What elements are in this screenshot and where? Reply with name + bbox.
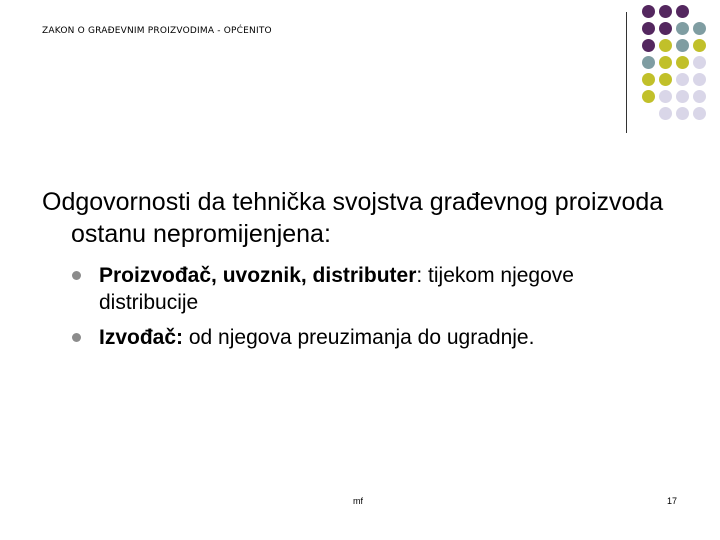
decorative-dot-grid xyxy=(0,0,720,120)
footer-author: mf xyxy=(353,496,363,506)
decorative-dot xyxy=(642,73,655,86)
decorative-dot xyxy=(642,5,655,18)
decorative-dot xyxy=(659,22,672,35)
bullet-item xyxy=(72,262,672,316)
decorative-dot xyxy=(659,107,672,120)
decorative-dot xyxy=(676,90,689,103)
decorative-dot xyxy=(693,107,706,120)
decorative-dot xyxy=(642,39,655,52)
header-title: ZAKON O GRAĐEVNIM PROIZVODIMA - OPĆENITO xyxy=(42,26,272,36)
decorative-dot xyxy=(659,56,672,69)
decorative-dot xyxy=(642,22,655,35)
bullet-item xyxy=(72,324,672,351)
decorative-dot xyxy=(659,5,672,18)
decorative-dot xyxy=(659,73,672,86)
decorative-dot xyxy=(693,90,706,103)
bullet-marker-icon xyxy=(72,333,81,342)
bullet-bold-text: Proizvođač, uvoznik, distributer xyxy=(99,264,417,287)
decorative-dot xyxy=(659,39,672,52)
decorative-dot xyxy=(642,90,655,103)
bullet-bold-text: Izvođač: xyxy=(99,326,184,349)
bullet-text: od njegova preuzimanja do ugradnje. xyxy=(183,326,535,349)
decorative-dot xyxy=(676,56,689,69)
bullet-text: : tijekom njegove distribucije xyxy=(99,264,574,314)
decorative-dot xyxy=(676,73,689,86)
decorative-dot xyxy=(693,39,706,52)
page-number: 17 xyxy=(667,496,678,506)
decorative-vertical-line xyxy=(626,12,627,133)
decorative-dot xyxy=(693,22,706,35)
bullet-list xyxy=(72,262,672,359)
slide-heading: Odgovornosti da tehnička svojstva građevnog proizvoda ostanu nepromijenjena: xyxy=(42,188,664,248)
decorative-dot xyxy=(676,107,689,120)
decorative-dot xyxy=(676,39,689,52)
decorative-dot xyxy=(693,56,706,69)
decorative-dot xyxy=(659,90,672,103)
decorative-dot xyxy=(642,56,655,69)
bullet-marker-icon xyxy=(72,271,81,280)
decorative-dot xyxy=(676,22,689,35)
decorative-dot xyxy=(676,5,689,18)
decorative-dot xyxy=(693,73,706,86)
